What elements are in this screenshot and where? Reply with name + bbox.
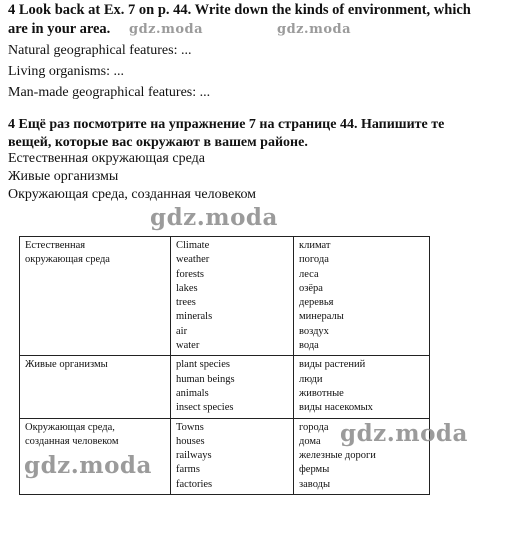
list-item: люди xyxy=(299,373,323,385)
list-item: human beings xyxy=(176,373,235,385)
english-line-manmade: Man-made geographical features: ... xyxy=(8,85,211,100)
watermark: gdz.moda xyxy=(24,452,152,479)
list-item: plant species xyxy=(176,359,230,371)
list-item: виды растений xyxy=(299,359,366,371)
russian-line-manmade: Окружающая среда, созданная человеком xyxy=(8,187,257,202)
english-line-natural: Natural geographical features: ... xyxy=(8,43,192,58)
list-item: деревья xyxy=(299,297,334,309)
list-item: minerals xyxy=(176,311,213,323)
list-item: животные xyxy=(299,387,344,399)
list-item: factories xyxy=(176,478,213,490)
category-cell xyxy=(20,237,171,356)
category-label: Естественная xyxy=(25,240,86,251)
list-item: farms xyxy=(176,464,200,476)
list-item: railways xyxy=(176,450,212,462)
list-item: погода xyxy=(299,254,329,266)
list-item: animals xyxy=(176,387,209,399)
table-row xyxy=(20,237,430,356)
list-item: вода xyxy=(299,340,319,352)
list-item: Towns xyxy=(176,421,204,433)
watermark: gdz.moda xyxy=(277,22,352,37)
english-heading-line1: 4 Look back at Ex. 7 on p. 44. Write down the kinds of environment, which xyxy=(8,2,471,18)
russian-heading-line1: 4 Ещё раз посмотрите на упражнение 7 на странице 44. Напишите те xyxy=(8,117,445,132)
table-row xyxy=(20,356,430,418)
list-item: фермы xyxy=(299,464,330,476)
english-cell xyxy=(171,356,294,418)
list-item: города xyxy=(299,421,329,433)
list-item: леса xyxy=(299,268,319,280)
list-item: insect species xyxy=(176,402,234,414)
list-item: trees xyxy=(176,297,196,309)
list-item: weather xyxy=(176,254,210,266)
category-label: окружающая среда xyxy=(25,254,110,266)
english-heading-line2: are in your area. xyxy=(8,21,111,37)
list-item: forests xyxy=(176,268,204,280)
category-label: созданная человеком xyxy=(25,435,119,447)
list-item: железные дороги xyxy=(299,450,376,462)
category-label: Живые организмы xyxy=(25,359,108,371)
list-item: виды насекомых xyxy=(299,402,373,414)
russian-cell xyxy=(294,356,430,418)
list-item: дома xyxy=(299,435,321,447)
watermark: gdz.moda xyxy=(150,204,278,231)
list-item: климат xyxy=(299,240,331,251)
watermark: gdz.moda xyxy=(129,22,204,37)
category-cell xyxy=(20,356,171,418)
list-item: water xyxy=(176,340,200,352)
category-label: Окружающая среда, xyxy=(25,421,115,433)
english-cell xyxy=(171,237,294,356)
russian-heading-line2: вещей, которые вас окружают в вашем районе. xyxy=(8,135,308,150)
list-item: заводы xyxy=(299,478,331,490)
russian-line-living: Живые организмы xyxy=(8,169,119,184)
list-item: Climate xyxy=(176,240,210,251)
watermark: gdz.moda xyxy=(340,420,468,447)
list-item: air xyxy=(176,325,188,337)
russian-cell xyxy=(294,237,430,356)
list-item: минералы xyxy=(299,311,344,323)
list-item: houses xyxy=(176,435,205,447)
russian-line-natural: Естественная окружающая среда xyxy=(8,151,205,166)
list-item: озёра xyxy=(299,282,323,294)
list-item: воздух xyxy=(299,325,329,337)
english-cell xyxy=(171,418,294,494)
list-item: lakes xyxy=(176,282,198,294)
english-line-living: Living organisms: ... xyxy=(8,64,125,79)
